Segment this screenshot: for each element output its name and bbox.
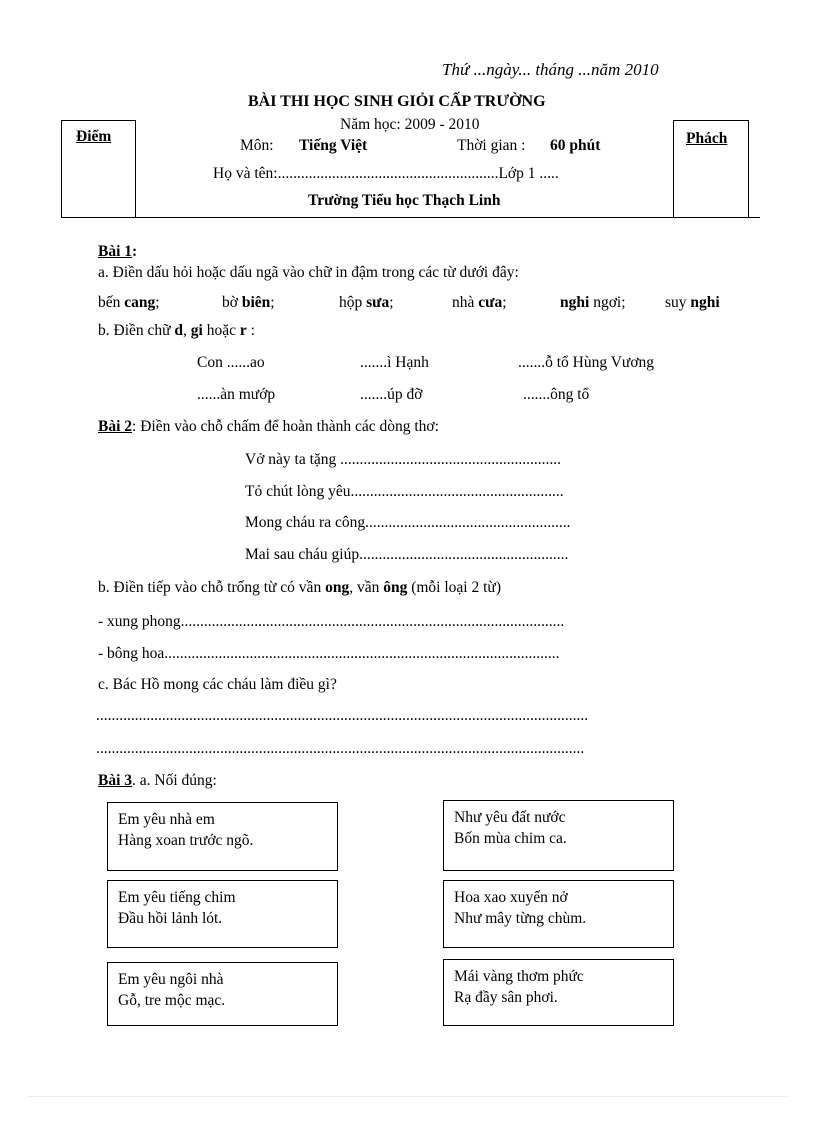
time-label: Thời gian : xyxy=(457,137,526,154)
bai2-part-c: c. Bác Hồ mong các cháu làm điều gì? xyxy=(98,676,337,693)
bai1-part-a: a. Điền dấu hỏi hoặc dấu ngã vào chữ in đậm trong các từ dưới đây: xyxy=(98,264,519,281)
date-line: Thứ ...ngày... tháng ...năm 2010 xyxy=(442,60,659,79)
matching-box-right[interactable] xyxy=(443,800,674,871)
bai1-word-4: nhà cưa; xyxy=(452,294,507,311)
verse-line: Như yêu đất nước xyxy=(454,809,566,826)
bai1-word-3: hộp sưa; xyxy=(339,294,394,311)
fill-item: .......ì Hạnh xyxy=(360,354,429,371)
verse-line: Em yêu ngôi nhà xyxy=(118,971,224,988)
time-value: 60 phút xyxy=(550,137,601,154)
verse-line: Bốn mùa chim ca. xyxy=(454,830,567,847)
bai1-word-2: bờ biên; xyxy=(222,294,275,311)
poem-line: Mong cháu ra công..................................................... xyxy=(245,514,571,531)
matching-box-left[interactable] xyxy=(107,880,338,948)
header-divider xyxy=(96,217,760,218)
verse-line: Đầu hồi lảnh lót. xyxy=(118,910,223,927)
bai2-part-b: b. Điền tiếp vào chỗ trống từ có vần ong, vần ông (mỗi loại 2 từ) xyxy=(98,579,501,596)
verse-line: Như mây từng chùm. xyxy=(454,910,587,927)
verse-line: Rạ đầy sân phơi. xyxy=(454,989,558,1006)
exam-title: BÀI THI HỌC SINH GIỎI CẤP TRƯỜNG xyxy=(248,93,546,110)
verse-line: Hàng xoan trước ngõ. xyxy=(118,832,254,849)
score-box xyxy=(61,120,136,218)
fill-item: Con ......ao xyxy=(197,354,265,371)
verse-line: Em yêu tiếng chim xyxy=(118,889,236,906)
bai2-heading: Bài 2: Điền vào chỗ chấm để hoàn thành các dòng thơ: xyxy=(98,418,439,435)
poem-line: Tỏ chút lòng yêu....................................................... xyxy=(245,483,564,500)
verse-line: Gỗ, tre mộc mạc. xyxy=(118,992,226,1009)
bai1-word-6: suy nghi xyxy=(665,294,720,311)
code-box xyxy=(673,120,749,218)
poem-line: Vở này ta tặng ......................................................... xyxy=(245,451,562,468)
verse-line: Em yêu nhà em xyxy=(118,811,215,828)
answer-line: .............................................................................................................................. xyxy=(96,740,585,757)
matching-box-left[interactable] xyxy=(107,802,338,871)
bai1-part-b: b. Điền chữ d, gi hoặc r : xyxy=(98,322,255,339)
poem-line: Mai sau cháu giúp...................................................... xyxy=(245,546,569,563)
verse-line: Mái vàng thơm phức xyxy=(454,968,584,985)
score-box-label: Điểm xyxy=(76,128,112,145)
bai1-word-5: nghi ngơi; xyxy=(560,294,626,311)
answer-line: - bông hoa...................................................................................................... xyxy=(98,645,560,662)
fill-item: ......àn mướp xyxy=(197,386,276,403)
fill-item: .......úp đỡ xyxy=(360,386,423,403)
subject-label: Môn: xyxy=(240,137,274,154)
matching-box-right[interactable] xyxy=(443,880,674,948)
verse-line: Hoa xao xuyến nở xyxy=(454,889,568,906)
fill-item: .......ông tổ xyxy=(523,386,590,403)
student-name-line: Họ và tên:.........................................................Lớp 1 ..... xyxy=(213,165,559,182)
page-bottom-rule xyxy=(28,1096,788,1097)
bai1-word-1: bến cang; xyxy=(98,294,160,311)
answer-line: - xung phong................................................................................................... xyxy=(98,613,565,630)
bai1-heading: Bài 1: xyxy=(98,243,138,260)
answer-line: ............................................................................................................................... xyxy=(96,707,589,724)
matching-box-right[interactable] xyxy=(443,959,674,1026)
subject-value: Tiếng Việt xyxy=(299,137,368,154)
school-year: Năm học: 2009 - 2010 xyxy=(340,116,480,133)
school-name: Trường Tiểu học Thạch Linh xyxy=(308,192,501,209)
bai3-heading: Bài 3. a. Nối đúng: xyxy=(98,772,217,789)
code-box-label: Phách xyxy=(686,130,728,147)
fill-item: .......ỗ tổ Hùng Vương xyxy=(518,354,655,371)
matching-box-left[interactable] xyxy=(107,962,338,1026)
